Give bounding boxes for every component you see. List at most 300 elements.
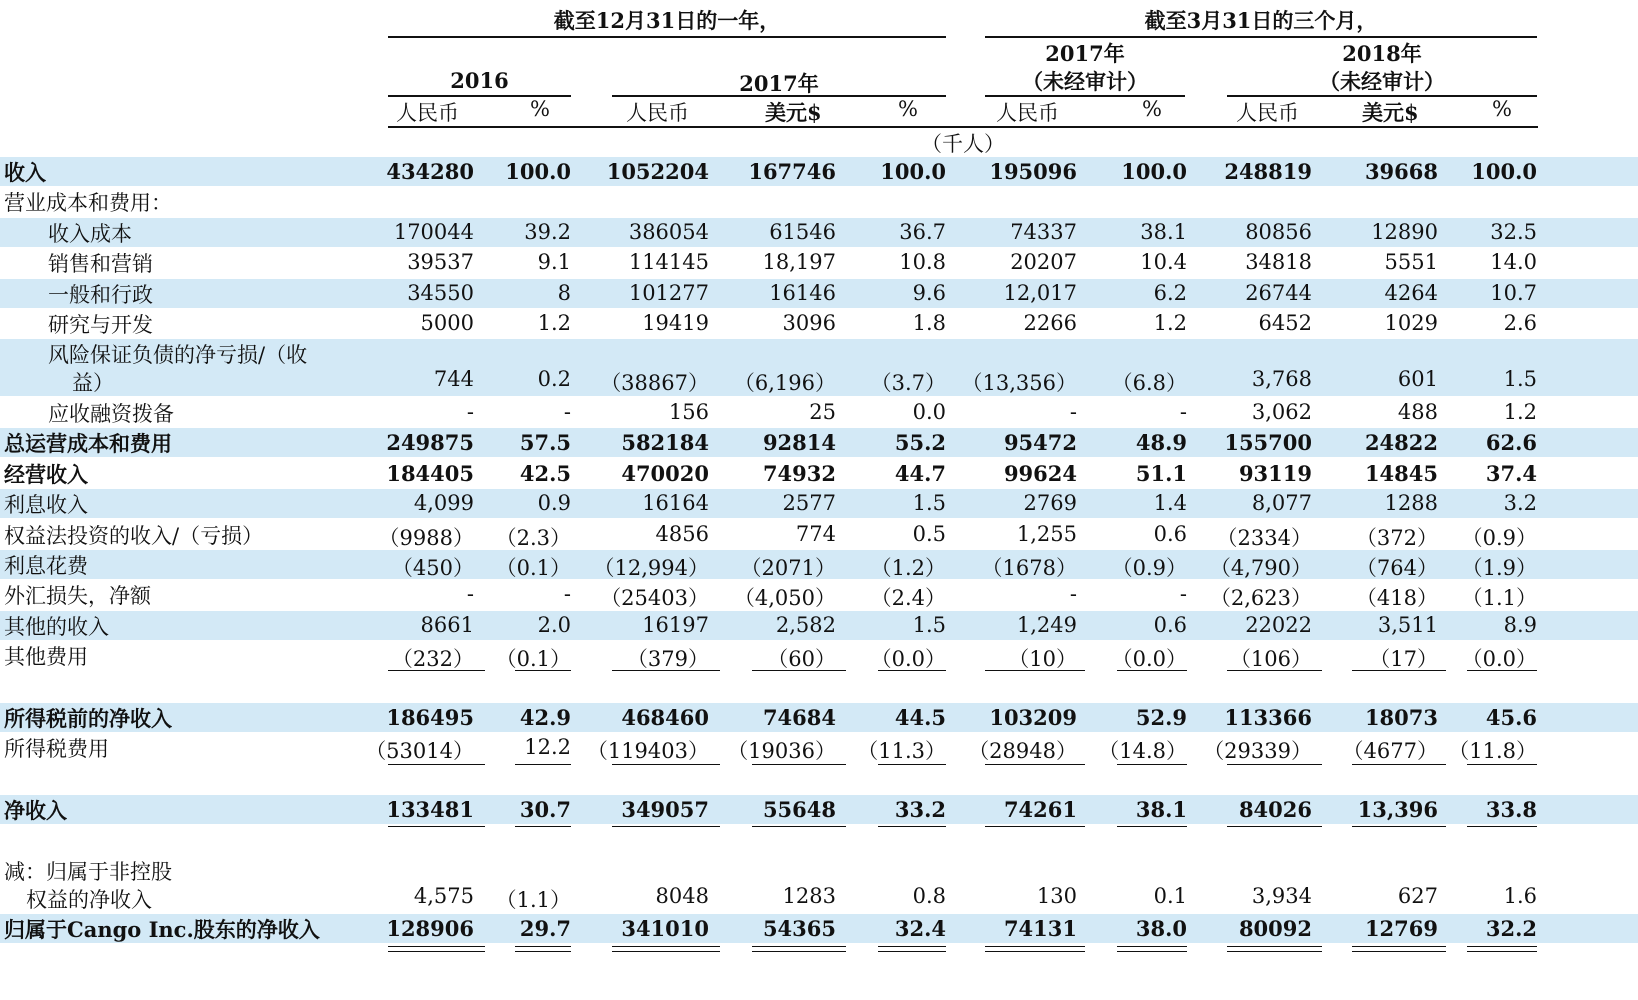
cell-2017-usd: （60） [767, 647, 836, 671]
cell-2016-pct: 42.5 [519, 461, 571, 486]
cell-q2017-rmb: （1678） [981, 556, 1077, 580]
cell-2017-pct: 0.5 [912, 522, 946, 546]
row-label: 所得税费用 [4, 737, 109, 761]
table-row [0, 339, 1638, 396]
total-double-rule [878, 946, 946, 952]
col-2016-rmb-header: 人民币 [396, 101, 459, 125]
row-label: 收入成本 [48, 222, 132, 246]
cell-q2018-pct: 3.2 [1503, 491, 1537, 515]
cell-2016-rmb: 128906 [386, 916, 474, 941]
row-label: 其他的收入 [4, 615, 109, 639]
cell-q2018-usd: （764） [1355, 556, 1438, 580]
cell-q2018-usd: 1288 [1384, 491, 1438, 515]
cell-2017-pct: （3.7） [870, 371, 946, 395]
cell-2017-rmb: 114145 [628, 250, 709, 274]
subtotal-rule [612, 670, 720, 671]
cell-2017-pct: 1.8 [912, 311, 946, 335]
cell-q2018-rmb: （4,790） [1209, 556, 1312, 580]
cell-q2018-pct: 37.4 [1485, 461, 1537, 486]
total-double-rule [515, 946, 571, 952]
cell-q2018-rmb: 3,062 [1251, 400, 1312, 424]
cell-2017-rmb: 19419 [642, 311, 709, 335]
subtotal-rule [1467, 826, 1537, 827]
cell-2016-pct: 30.7 [519, 797, 571, 822]
cell-q2018-pct: （1.1） [1461, 586, 1537, 610]
row-label: 风险保证负债的净亏损/（收 [48, 343, 308, 367]
table-row [0, 428, 1638, 457]
cell-q2017-pct: 0.6 [1153, 522, 1187, 546]
cell-q2018-pct: （0.9） [1461, 526, 1537, 550]
cell-2017-pct: 44.5 [894, 705, 946, 730]
cell-2016-rmb: 4,575 [413, 884, 474, 908]
cell-2016-pct: 29.7 [519, 916, 571, 941]
cell-q2018-rmb: 22022 [1245, 613, 1312, 637]
cell-2017-usd: 54365 [762, 916, 836, 941]
cell-q2018-usd: 39668 [1364, 159, 1438, 184]
cell-q2018-rmb: 34818 [1245, 250, 1312, 274]
cell-q2017-pct: 38.1 [1135, 797, 1187, 822]
subtotal-rule [985, 670, 1085, 671]
cell-2017-usd: （4,050） [733, 586, 836, 610]
cell-q2018-usd: 4264 [1384, 281, 1438, 305]
row-label: 外汇损失，净额 [4, 584, 151, 608]
cell-2016-rmb: 249875 [386, 430, 474, 455]
subtotal-rule [1227, 764, 1322, 765]
cell-2017-rmb: 349057 [621, 797, 709, 822]
cell-q2018-usd: （4677） [1342, 739, 1438, 763]
subtotal-rule [1117, 826, 1187, 827]
cell-2016-pct: 100.0 [505, 159, 571, 184]
cell-q2018-pct: 32.5 [1490, 220, 1537, 244]
q2017-year-header: 2017年 [1045, 41, 1125, 66]
table-row [0, 580, 1638, 609]
table-row [0, 279, 1638, 308]
cell-2017-pct: 55.2 [894, 430, 946, 455]
cell-2017-pct: 1.5 [912, 491, 946, 515]
cell-q2018-usd: 13,396 [1357, 797, 1438, 822]
cell-2016-rmb: （232） [391, 647, 474, 671]
cell-q2018-pct: 1.2 [1503, 400, 1537, 424]
cell-2016-pct: 42.9 [519, 705, 571, 730]
cell-q2018-pct: 8.9 [1503, 613, 1537, 637]
row-label: 应收融资拨备 [48, 402, 174, 426]
cell-q2017-pct: 1.4 [1153, 491, 1187, 515]
cell-q2018-pct: 33.8 [1485, 797, 1537, 822]
cell-2017-pct: 9.6 [912, 281, 946, 305]
cell-q2018-rmb: 6452 [1258, 311, 1312, 335]
cell-2016-pct: - [563, 400, 571, 424]
cell-2017-pct: （0.0） [870, 647, 946, 671]
cell-2017-rmb: （12,994） [593, 556, 709, 580]
cell-2017-usd: 55648 [762, 797, 836, 822]
cell-2017-rmb: 386054 [628, 220, 709, 244]
subtotal-rule [515, 764, 571, 765]
cell-q2017-pct: 10.4 [1140, 250, 1187, 274]
cell-2017-usd: 167746 [748, 159, 836, 184]
cell-q2018-pct: （1.9） [1461, 556, 1537, 580]
cell-2017-pct: （11.3） [857, 739, 946, 763]
cell-2017-usd: 16146 [769, 281, 836, 305]
cell-2017-rmb: 156 [668, 400, 709, 424]
subtotal-rule [752, 764, 846, 765]
cell-q2018-rmb: （2334） [1216, 526, 1312, 550]
subtotal-rule [1227, 826, 1322, 827]
cell-2017-rmb: 341010 [621, 916, 709, 941]
cell-2016-pct: （0.1） [495, 647, 571, 671]
row-label: 权益法投资的收入/（亏损） [4, 524, 264, 548]
cell-q2017-pct: （14.8） [1098, 739, 1187, 763]
cell-q2018-rmb: （106） [1229, 647, 1312, 671]
col-2016-pct-header: % [530, 97, 550, 121]
cell-2017-usd: 18,197 [762, 250, 836, 274]
cell-2017-pct: 100.0 [880, 159, 946, 184]
table-row [0, 248, 1638, 277]
q2017-unaudited-note: （未经审计） [1022, 69, 1148, 94]
row-label: 研究与开发 [48, 313, 153, 337]
unit-label: （千人） [921, 132, 1005, 156]
total-double-rule [1117, 946, 1187, 952]
cell-q2018-usd: 14845 [1364, 461, 1438, 486]
table-row [0, 795, 1638, 824]
cell-2016-rmb: （9988） [378, 526, 474, 550]
subtotal-rule [1117, 670, 1187, 671]
cell-q2017-pct: 0.6 [1153, 613, 1187, 637]
row-label: 营业成本和费用： [4, 191, 172, 215]
cell-q2017-pct: 6.2 [1153, 281, 1187, 305]
row-label: 利息花费 [4, 554, 88, 578]
cell-2017-rmb: （25403） [600, 586, 709, 610]
table-row [0, 398, 1638, 427]
cell-q2018-rmb: 3,934 [1251, 884, 1312, 908]
cell-2017-rmb: 1052204 [606, 159, 709, 184]
cell-2017-usd: （19036） [727, 739, 836, 763]
cell-2017-usd: 92814 [762, 430, 836, 455]
cell-2017-rmb: 4856 [655, 522, 709, 546]
cell-q2018-usd: 1029 [1384, 311, 1438, 335]
cell-q2018-pct: 45.6 [1485, 705, 1537, 730]
total-double-rule [985, 946, 1085, 952]
cell-q2017-rmb: （28948） [968, 739, 1077, 763]
cell-2017-usd: 2577 [782, 491, 836, 515]
table-row [0, 489, 1638, 518]
cell-q2017-rmb: - [1069, 582, 1077, 606]
cell-2017-usd: 74684 [762, 705, 836, 730]
col-2017-usd-header: 美元$ [765, 100, 822, 125]
cell-q2017-rmb: 2266 [1023, 311, 1077, 335]
cell-2017-usd: 1283 [782, 884, 836, 908]
subtotal-rule [388, 764, 485, 765]
subtotal-rule [515, 670, 571, 671]
subtotal-rule [1467, 670, 1537, 671]
subtotal-rule [612, 826, 720, 827]
row-label: 净收入 [4, 798, 67, 823]
q2018-unaudited-note: （未经审计） [1319, 69, 1445, 94]
row-label: 总运营成本和费用 [4, 431, 172, 456]
cell-2017-usd: （6,196） [733, 371, 836, 395]
cell-2017-pct: 0.0 [912, 400, 946, 424]
cell-q2018-usd: 18073 [1364, 705, 1438, 730]
cell-q2017-pct: （0.9） [1111, 556, 1187, 580]
cell-q2017-rmb: 195096 [989, 159, 1077, 184]
cell-2017-pct: （2.4） [870, 586, 946, 610]
cell-q2017-rmb: 1,249 [1016, 613, 1077, 637]
subtotal-rule [1467, 764, 1537, 765]
cell-q2018-rmb: 80092 [1238, 916, 1312, 941]
col-2017-pct-header: % [898, 97, 918, 121]
cell-2017-rmb: （119403） [586, 739, 709, 763]
cell-2017-rmb: 101277 [628, 281, 709, 305]
cell-q2018-pct: 62.6 [1485, 430, 1537, 455]
cell-q2018-rmb: 84026 [1238, 797, 1312, 822]
col-q2018-usd-header: 美元$ [1362, 100, 1419, 125]
total-double-rule [1352, 946, 1446, 952]
total-double-rule [612, 946, 720, 952]
col-2017-rmb-header: 人民币 [626, 101, 689, 125]
row-label-continued: 权益的净收入 [26, 888, 152, 912]
cell-2016-rmb: 184405 [386, 461, 474, 486]
subtotal-rule [878, 670, 946, 671]
cell-q2017-rmb: 2769 [1023, 491, 1077, 515]
row-label: 所得税前的净收入 [4, 706, 172, 731]
cell-q2018-rmb: 8,077 [1251, 491, 1312, 515]
table-row [0, 550, 1638, 579]
row-label: 归属于Cango Inc.股东的净收入 [4, 917, 320, 942]
cell-2017-rmb: 468460 [621, 705, 709, 730]
subtotal-rule [1352, 670, 1446, 671]
cell-q2017-pct: 0.1 [1153, 884, 1187, 908]
cell-2016-pct: 0.9 [537, 491, 571, 515]
cell-q2017-rmb: （10） [1008, 647, 1077, 671]
cell-2017-rmb: （379） [626, 647, 709, 671]
cell-2016-pct: 8 [557, 281, 571, 305]
total-double-rule [1467, 946, 1537, 952]
cell-2016-rmb: （450） [391, 556, 474, 580]
cell-q2017-rmb: 130 [1036, 884, 1077, 908]
cell-q2018-usd: 12890 [1371, 220, 1438, 244]
total-double-rule [752, 946, 846, 952]
cell-2017-rmb: 582184 [621, 430, 709, 455]
cell-q2018-rmb: （2,623） [1209, 586, 1312, 610]
cell-q2018-pct: 2.6 [1503, 311, 1537, 335]
cell-q2018-usd: 5551 [1384, 250, 1438, 274]
cell-q2018-usd: （372） [1355, 526, 1438, 550]
col-q2017-rmb-header: 人民币 [996, 101, 1059, 125]
year-2016-header: 2016 [450, 68, 509, 93]
cell-q2017-rmb: 74131 [1003, 916, 1077, 941]
cell-q2018-usd: 627 [1397, 884, 1438, 908]
cell-q2018-usd: 24822 [1364, 430, 1438, 455]
cell-2017-rmb: 16164 [642, 491, 709, 515]
row-label: 减：归属于非控股 [4, 860, 172, 884]
cell-q2018-pct: 100.0 [1471, 159, 1537, 184]
cell-2016-pct: （2.3） [495, 526, 571, 550]
cell-q2017-pct: （0.0） [1111, 647, 1187, 671]
cell-2016-pct: 39.2 [524, 220, 571, 244]
cell-2017-rmb: 8048 [655, 884, 709, 908]
row-label: 经营收入 [4, 462, 88, 487]
cell-2016-rmb: - [466, 400, 474, 424]
cell-q2017-pct: 38.0 [1135, 916, 1187, 941]
cell-q2018-rmb: 80856 [1245, 220, 1312, 244]
cell-2017-usd: 25 [809, 400, 836, 424]
cell-q2018-rmb: 155700 [1224, 430, 1312, 455]
cell-q2018-rmb: 26744 [1245, 281, 1312, 305]
row-label-continued: 益） [72, 371, 114, 395]
row-label: 收入 [4, 160, 46, 185]
col-q2018-pct-header: % [1492, 97, 1512, 121]
cell-q2017-rmb: - [1069, 400, 1077, 424]
cell-2017-pct: 44.7 [894, 461, 946, 486]
cell-q2017-rmb: 12,017 [1003, 281, 1077, 305]
cell-2017-pct: 36.7 [899, 220, 946, 244]
table-row [0, 187, 1638, 216]
cell-q2017-pct: （6.8） [1111, 371, 1187, 395]
cell-2016-rmb: - [466, 582, 474, 606]
cell-2016-pct: 12.2 [524, 735, 571, 759]
table-row [0, 157, 1638, 186]
cell-q2017-pct: 48.9 [1135, 430, 1187, 455]
cell-q2018-pct: 1.6 [1503, 884, 1537, 908]
cell-q2018-usd: （17） [1369, 647, 1438, 671]
cell-q2018-usd: 12769 [1364, 916, 1438, 941]
table-row [0, 641, 1638, 670]
cell-2016-rmb: 744 [433, 367, 474, 391]
cell-2017-usd: 774 [795, 522, 836, 546]
cell-2017-pct: 32.4 [894, 916, 946, 941]
cell-q2018-rmb: 248819 [1224, 159, 1312, 184]
cell-q2018-rmb: 113366 [1224, 705, 1312, 730]
subtotal-rule [388, 670, 485, 671]
col-q2017-pct-header: % [1142, 97, 1162, 121]
total-double-rule [1227, 946, 1322, 952]
cell-2017-pct: 0.8 [912, 884, 946, 908]
subtotal-rule [388, 826, 485, 827]
subtotal-rule [752, 826, 846, 827]
table-row [0, 856, 1638, 913]
row-label: 销售和营销 [48, 252, 153, 276]
year-end-group-title: 截至12月31日的一年， [553, 8, 781, 33]
table-row [0, 309, 1638, 338]
q2018-year-header: 2018年 [1342, 41, 1422, 66]
cell-2016-pct: 0.2 [537, 367, 571, 391]
cell-2016-rmb: 5000 [420, 311, 474, 335]
quarter-group-title: 截至3月31日的三个月， [1144, 8, 1378, 33]
cell-2017-pct: 1.5 [912, 613, 946, 637]
subtotal-rule [752, 670, 846, 671]
cell-2016-rmb: 34550 [407, 281, 474, 305]
cell-2016-pct: 2.0 [537, 613, 571, 637]
year-end-group-rule [388, 36, 946, 38]
row-label: 一般和行政 [48, 283, 153, 307]
cell-q2017-pct: 1.2 [1153, 311, 1187, 335]
cell-q2017-pct: - [1179, 582, 1187, 606]
cell-q2018-rmb: （29339） [1203, 739, 1312, 763]
cell-q2017-pct: 38.1 [1140, 220, 1187, 244]
cell-2016-rmb: （53014） [365, 739, 474, 763]
cell-q2018-pct: （0.0） [1461, 647, 1537, 671]
table-row [0, 218, 1638, 247]
cell-q2018-usd: 601 [1397, 367, 1438, 391]
table-row [0, 611, 1638, 640]
cell-q2018-usd: 488 [1397, 400, 1438, 424]
cell-2017-usd: 61546 [769, 220, 836, 244]
cell-q2018-usd: （418） [1355, 586, 1438, 610]
cell-q2017-rmb: 99624 [1003, 461, 1077, 486]
cell-q2018-pct: 32.2 [1485, 916, 1537, 941]
row-label: 其他费用 [4, 645, 88, 669]
cell-q2018-pct: 14.0 [1490, 250, 1537, 274]
cell-q2018-pct: 10.7 [1490, 281, 1537, 305]
table-row [0, 733, 1638, 762]
table-row [0, 459, 1638, 488]
cell-2016-rmb: 186495 [386, 705, 474, 730]
cell-2016-pct: （1.1） [495, 888, 571, 912]
cell-q2018-rmb: 93119 [1238, 461, 1312, 486]
cell-2016-pct: 1.2 [537, 311, 571, 335]
cell-2017-usd: 74932 [762, 461, 836, 486]
table-row [0, 703, 1638, 732]
cell-q2018-rmb: 3,768 [1251, 367, 1312, 391]
cell-2017-rmb: （38867） [600, 371, 709, 395]
cell-2017-usd: 3096 [782, 311, 836, 335]
subtotal-rule [1227, 670, 1322, 671]
cell-2016-rmb: 170044 [393, 220, 474, 244]
subtotal-rule [878, 764, 946, 765]
cell-q2017-rmb: 20207 [1010, 250, 1077, 274]
subtotal-rule [1117, 764, 1187, 765]
row-label: 利息收入 [4, 493, 88, 517]
col-q2018-rmb-header: 人民币 [1236, 101, 1299, 125]
cell-q2018-pct: 1.5 [1503, 367, 1537, 391]
subtotal-rule [1352, 764, 1446, 765]
table-row [0, 520, 1638, 549]
cell-2017-rmb: 470020 [621, 461, 709, 486]
cell-q2017-rmb: 1,255 [1016, 522, 1077, 546]
subtotal-rule [612, 764, 720, 765]
table-row [0, 914, 1638, 943]
subtotal-rule [878, 826, 946, 827]
cell-q2017-pct: - [1179, 400, 1187, 424]
cell-2016-rmb: 39537 [407, 250, 474, 274]
cell-2017-usd: （2071） [740, 556, 836, 580]
cell-2016-rmb: 4,099 [413, 491, 474, 515]
cell-q2017-rmb: 74261 [1003, 797, 1077, 822]
cell-2016-pct: （0.1） [495, 556, 571, 580]
cell-q2017-rmb: （13,356） [961, 371, 1077, 395]
cell-q2018-pct: （11.8） [1448, 739, 1537, 763]
cell-2016-pct: 57.5 [519, 430, 571, 455]
cell-2016-pct: - [563, 582, 571, 606]
cell-2017-pct: （1.2） [870, 556, 946, 580]
total-double-rule [388, 946, 485, 952]
cell-q2018-usd: 3,511 [1377, 613, 1438, 637]
subtotal-rule [1352, 826, 1446, 827]
cell-q2017-pct: 51.1 [1135, 461, 1187, 486]
cell-2017-pct: 33.2 [894, 797, 946, 822]
cell-q2017-rmb: 74337 [1010, 220, 1077, 244]
cell-2016-rmb: 434280 [386, 159, 474, 184]
year-2017-header: 2017年 [739, 71, 819, 96]
cell-2016-rmb: 8661 [420, 613, 474, 637]
cell-2017-rmb: 16197 [642, 613, 709, 637]
cell-2017-pct: 10.8 [899, 250, 946, 274]
cell-q2017-pct: 100.0 [1121, 159, 1187, 184]
cell-q2017-rmb: 95472 [1003, 430, 1077, 455]
cell-2016-rmb: 133481 [386, 797, 474, 822]
subtotal-rule [985, 764, 1085, 765]
subtotal-rule [985, 826, 1085, 827]
cell-2017-usd: 2,582 [775, 613, 836, 637]
